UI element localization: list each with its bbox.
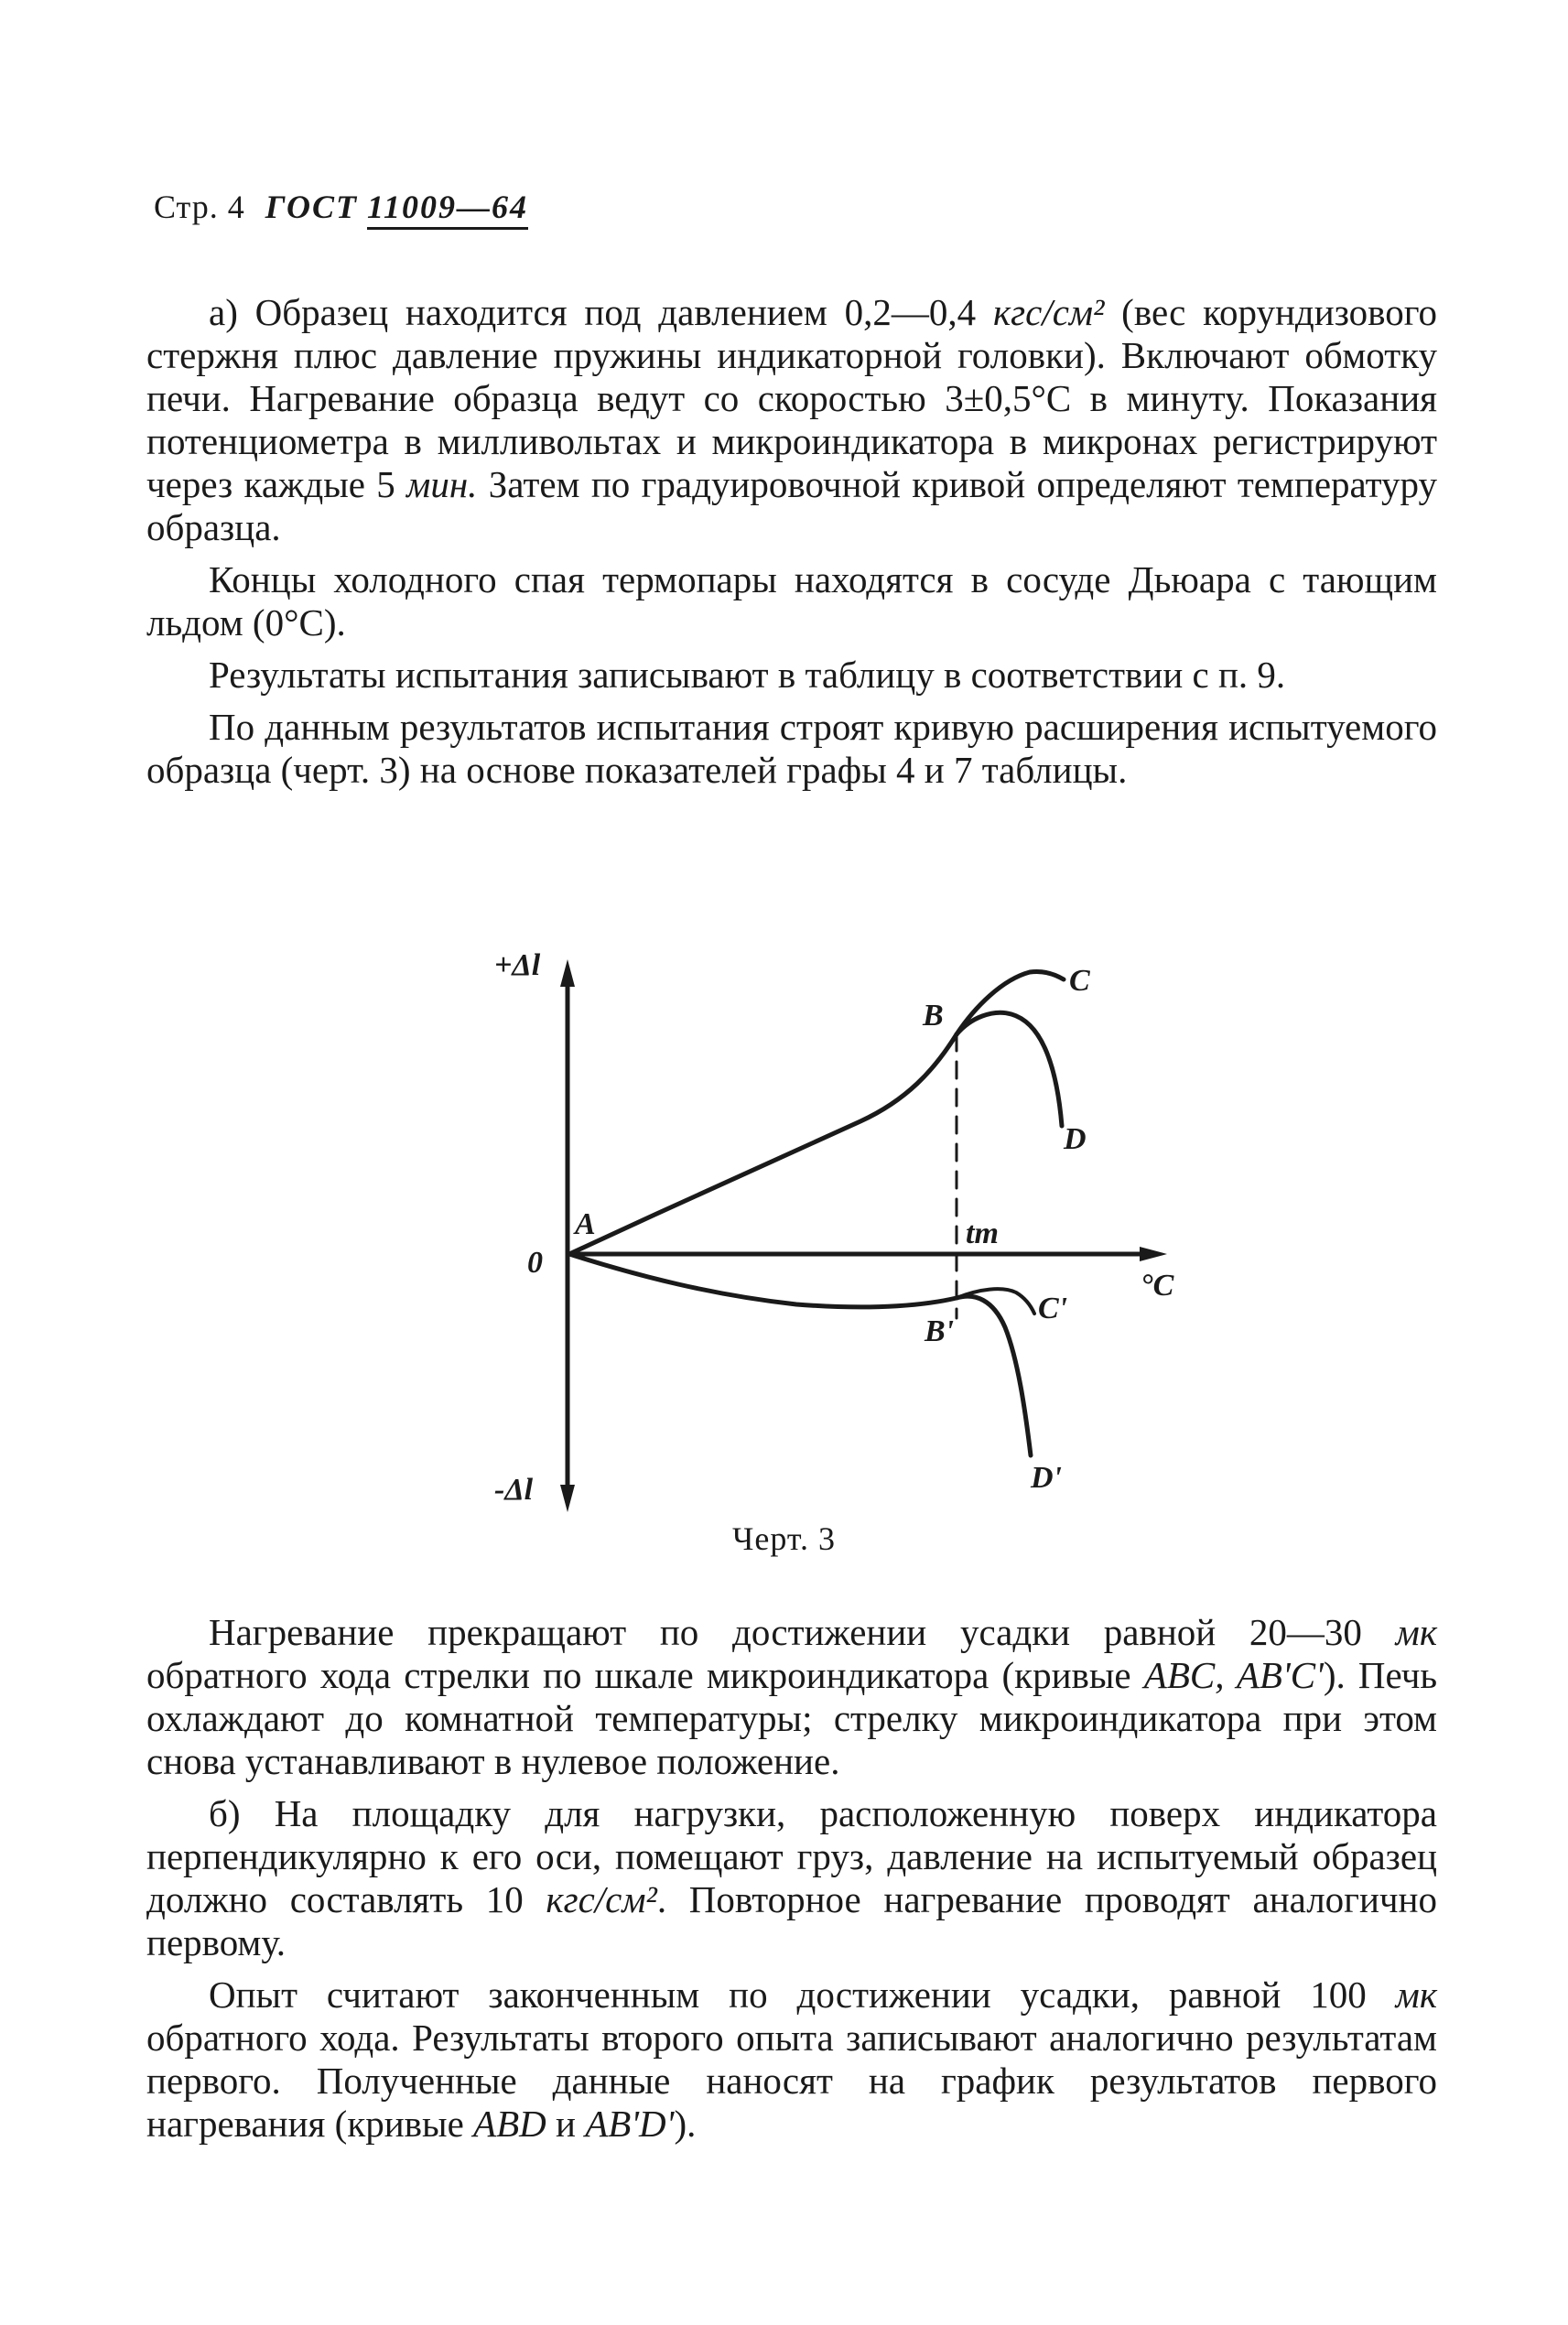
label-minus-delta-l: -Δl xyxy=(494,1473,534,1507)
curves-abd: ABD xyxy=(473,2103,546,2145)
curve-ab xyxy=(569,1034,957,1254)
paragraph-heating-stop xyxy=(146,1611,1437,1783)
page-number: Стр. 4 xyxy=(154,189,245,225)
paragraph-expansion-curve: По данным результатов испытания строят кривую расширения испытуемого образца (черт. 3) на основе показателей графы 4 и 7 таблицы. xyxy=(146,706,1437,791)
standard-number: 11009—64 xyxy=(367,189,528,230)
figure-3-diagram xyxy=(494,943,1190,1529)
paragraph-heating-stop-b: обратного хода стрелки по шкале микроиндикатора (кривые xyxy=(146,1654,1131,1696)
figure-caption: Черт. 3 xyxy=(732,1520,836,1557)
unit-pressure: кгс/см² xyxy=(992,291,1105,333)
curve-b1d1 xyxy=(957,1296,1031,1455)
y-axis-arrow-down xyxy=(560,1485,575,1512)
paragraph-cold-junction: Концы холодного спая термопары находятся в сосуде Дьюара с тающим льдом (0°С). xyxy=(146,558,1437,643)
label-point-c: C xyxy=(1069,964,1090,998)
standard-label: ГОСТ xyxy=(265,189,358,225)
unit-micron: мк xyxy=(1395,1611,1438,1653)
paragraph-a-tail: (вес корундизового стержня плюс давление пружины индикаторной головки). Включают обмотку печи. Нагревание образца ведут со скоростью 3±0,5°С в минуту. Показания потенциометра в милливольтах и микроиндикатора в микронах регистрируют через каждые 5 xyxy=(146,291,1438,505)
unit-micron-2: мк xyxy=(1395,1974,1438,2016)
label-point-b-prime: B' xyxy=(925,1314,955,1348)
paragraph-heating-stop-c: ). Печь охлаждают до комнатной температуры; стрелку микроиндикатора при этом снова устанавливают в нулевое положение. xyxy=(146,1654,1438,1782)
paragraph-experiment-end-b: обратного хода. Результаты второго опыта записывают аналогично результатам первого. Полученные данные наносят на график результатов первого нагревания (кривые xyxy=(146,2017,1437,2145)
label-x-unit: °C xyxy=(1141,1269,1174,1303)
curve-bd xyxy=(957,1012,1062,1126)
paragraph-a-text: а) Образец находится под давлением 0,2—0,4 xyxy=(209,291,977,333)
curve-ab1 xyxy=(569,1254,957,1307)
curves-abc: ABC, AB'C' xyxy=(1143,1654,1324,1696)
paragraph-experiment-end xyxy=(146,1974,1437,2146)
label-point-c-prime: C' xyxy=(1038,1292,1068,1325)
expansion-curves-svg xyxy=(494,943,1190,1529)
label-t-t: tт xyxy=(966,1217,999,1250)
paragraph-a-end: Затем по градуировочной кривой определяют температуру образца. xyxy=(146,463,1437,548)
word-and: и xyxy=(555,2103,576,2145)
label-plus-delta-l: +Δl xyxy=(494,948,541,982)
paragraph-heating-stop-a: Нагревание прекращают по достижении усадки равной 20—30 xyxy=(209,1611,1362,1653)
x-axis-arrow xyxy=(1140,1247,1167,1261)
paragraph-b-b: . Повторное нагревание проводят аналогично первому. xyxy=(146,1878,1437,1963)
curve-bc xyxy=(957,971,1064,1034)
label-origin: 0 xyxy=(527,1246,543,1280)
unit-pressure-2: кгс/см² xyxy=(546,1878,657,1920)
paragraph-a xyxy=(146,291,1437,549)
text-block-top xyxy=(146,291,1437,801)
paragraph-experiment-end-a: Опыт считают законченным по достижении усадки, равной 100 xyxy=(209,1974,1367,2016)
curves-ab1d1: AB'D' xyxy=(585,2103,675,2145)
paragraph-b-a: б) На площадку для нагрузки, расположенную поверх индикатора перпендикулярно к его оси, помещают груз, давление на испытуемый образец должно составлять 10 xyxy=(146,1792,1437,1920)
label-point-a: A xyxy=(575,1207,596,1241)
page-header xyxy=(154,188,528,226)
label-point-d-prime: D' xyxy=(1031,1461,1062,1495)
label-point-d: D xyxy=(1064,1122,1087,1156)
paragraph-b xyxy=(146,1792,1437,1964)
paragraph-results-table: Результаты испытания записывают в таблицу в соответствии с п. 9. xyxy=(209,654,1286,696)
paragraph-experiment-end-c: ). xyxy=(674,2103,697,2145)
unit-minutes: мин. xyxy=(406,463,478,505)
label-point-b: B xyxy=(923,999,944,1033)
text-block-bottom xyxy=(146,1611,1437,2155)
y-axis-arrow-up xyxy=(560,959,575,987)
